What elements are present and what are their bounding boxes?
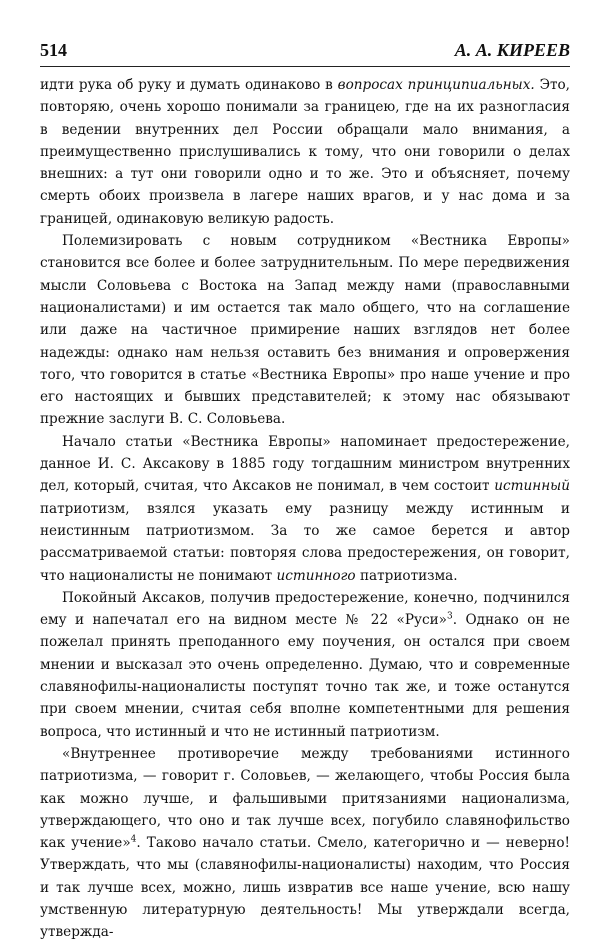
footnote-reference[interactable]: 4 bbox=[130, 834, 137, 845]
text-run: идти рука об руку и думать одинаково в bbox=[40, 77, 338, 93]
paragraph bbox=[40, 587, 570, 743]
page-header bbox=[40, 40, 570, 64]
text-run: патриотизма. bbox=[355, 567, 458, 584]
text-run: Покойный Аксаков, получив предостережение, конечно, подчинился ему и напечатал его на видном месте № 22 «Руси» bbox=[40, 589, 570, 629]
page-number: 514 bbox=[40, 40, 67, 60]
text-run: Полемизировать с новым сотрудником «Вестника Европы» становится все более и более затруднительным. По мере передвижения мысли Соловьева с Востока на Запад между нами (православными националистами) и им остается так мало общего, что на соглашение или даже на частичное примирение наших взглядов нет более надежды: однако нам нельзя оставить без внимания и опровержения того, что говорится в статье «Вестника Европы» про наше учение и про его настоящих и бывших представителей; к этому нас обязывают прежние заслуги В. С. Соловьева. bbox=[40, 233, 570, 428]
paragraph bbox=[40, 431, 570, 587]
italic-text-run: вопросах принципиальных. bbox=[337, 77, 535, 93]
text-run: Это, повторяю, очень хорошо понимали за границею, где на их разногласия в ведении внутренних дел России обращали мало внимания, а преимущественно прислушивались к тому, что они говорили о делах внешних: а тут они говорили одно и то же. Это и объясняет, почему смерть обоих произвела в лагере наших врагов, и у нас дома и за границей, одинаковую великую радость. bbox=[40, 77, 570, 227]
running-head: А. А. КИРЕЕВ bbox=[454, 40, 570, 60]
text-run: патриотизм, взялся указать ему разницу между истинным и неистинным патриотизмом. За то же самое берется и автор рассматриваемой статьи: повторяя слова предостережения, он говорит, что националисты не понимают bbox=[40, 500, 570, 584]
header-rule bbox=[40, 66, 570, 67]
text-run: . Таково начало статьи. Смело, категорично и — неверно! Утверждать, что мы (славянофилы-националисты) находим, что Россия и так лучше всех, можно, лишь извратив все наше учение, всю нашу умственную литературную деятельность! Мы утверждали всегда, утвержда- bbox=[40, 835, 570, 941]
text-run: «Внутреннее противоречие между требованиями истинного патриотизма, — говорит г. Соловьев, — желающего, чтобы Россия была как можно лучше, и фальшивыми притязаниями национализма, утверждающего, что оно и так лучше всех, погубило славянофильство как учение» bbox=[40, 745, 570, 852]
footnote-reference[interactable]: 3 bbox=[446, 611, 453, 622]
body-text bbox=[40, 74, 570, 944]
text-run: Начало статьи «Вестника Европы» напоминает предостережение, данное И. С. Аксакову в 1885 году тогдашним министром внутренних дел, который, считая, что Аксаков не понимал, в чем состоит bbox=[40, 433, 570, 495]
paragraph bbox=[40, 743, 570, 944]
paragraph bbox=[40, 74, 570, 230]
paragraph bbox=[40, 230, 570, 431]
italic-text-run: истинного bbox=[276, 567, 356, 584]
italic-text-run: истинный bbox=[494, 478, 570, 495]
text-run: . Однако он не пожелал принять преподанного ему поучения, он остался при своем мнении и высказал это очень определенно. Думаю, что и современные славянофилы-националисты поступят точно так же, и тоже останутся при своем мнении, считая себя вполне компетентными для решения вопроса, что истинный и что не истинный патриотизм. bbox=[40, 612, 570, 740]
